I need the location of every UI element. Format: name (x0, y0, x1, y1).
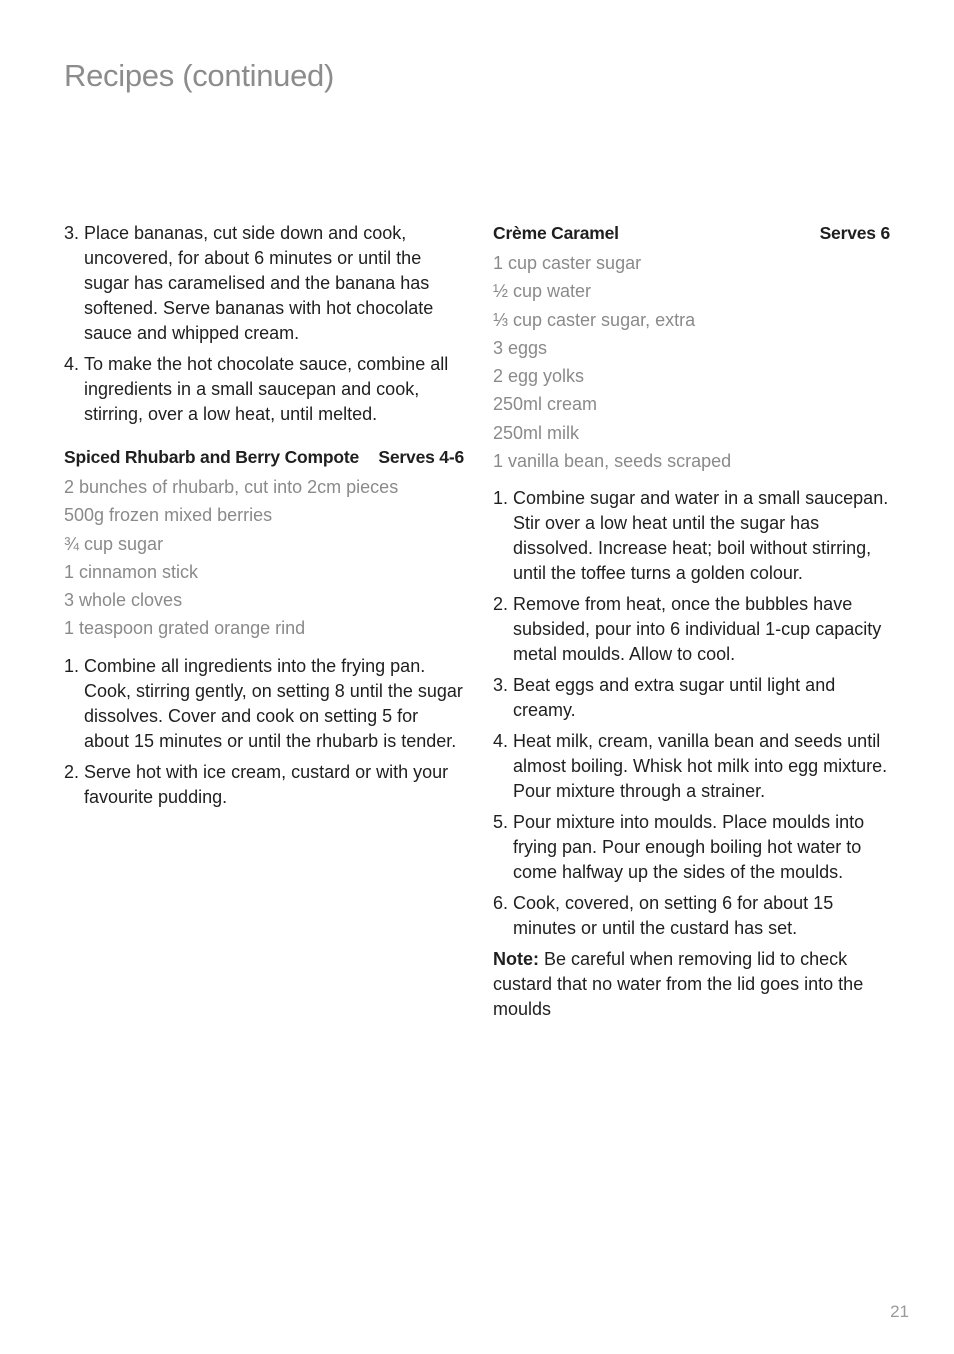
step-number: 2. (64, 761, 80, 782)
step-item (493, 810, 890, 885)
compote-heading (64, 445, 464, 470)
left-column (64, 221, 464, 816)
step-item (493, 729, 890, 804)
step-text: Pour mixture into moulds. Place moulds into frying pan. Pour enough boiling hot water to come halfway up the sides of the moulds. (513, 812, 865, 883)
creme-caramel-steps (493, 486, 890, 941)
step-number: 1. (493, 488, 509, 509)
page-title: Recipes (continued) (64, 58, 335, 93)
step-text: Serve hot with ice cream, custard or with your favourite pudding. (84, 761, 449, 807)
step-number: 4. (64, 354, 80, 374)
compote-title: Spiced Rhubarb and Berry Compote (64, 447, 360, 467)
step-number: 1. (64, 655, 80, 676)
step-text: Place bananas, cut side down and cook, uncovered, for about 6 minutes or until the sugar has caramelised and the banana has softened. Serve bananas with hot chocolate sauce and whipped cream. (84, 223, 434, 343)
step-item (64, 654, 464, 754)
ingredient-item: 250ml milk (493, 422, 580, 443)
creme-caramel-ingredients (493, 249, 890, 475)
step-item (64, 760, 464, 810)
ingredient-item: ½ cup water (493, 281, 592, 302)
step-text: Beat eggs and extra sugar until light and creamy. (513, 675, 836, 721)
page-number: 21 (890, 1302, 909, 1321)
step-text: Cook, covered, on setting 6 for about 15 minutes or until the custard has set. (513, 893, 834, 939)
note-label: Note: (493, 949, 539, 970)
ingredient-item: ¾ cup sugar (64, 533, 164, 554)
step-text: To make the hot chocolate sauce, combine all ingredients in a small saucepan and cook, stirring, over a low heat, until melted. (84, 354, 449, 424)
note (493, 947, 890, 1022)
step-number: 5. (493, 812, 509, 833)
step-item (64, 352, 464, 427)
ingredient-item: 500g frozen mixed berries (64, 505, 273, 526)
ingredient-item: ⅓ cup caster sugar, extra (493, 309, 696, 330)
creme-caramel-serves: Serves 6 (819, 223, 890, 243)
creme-caramel-title: Crème Caramel (493, 223, 619, 243)
creme-caramel-heading (493, 221, 890, 246)
step-number: 4. (493, 731, 509, 752)
step-number: 3. (64, 223, 80, 243)
step-text: Heat milk, cream, vanilla bean and seeds until almost boiling. Whisk hot milk into egg mixture. Pour mixture through a strainer. (513, 731, 888, 802)
ingredient-item: 1 teaspoon grated orange rind (64, 618, 306, 639)
compote-serves: Serves 4-6 (378, 447, 464, 467)
step-item (493, 673, 890, 723)
step-text: Combine all ingredients into the frying pan. Cook, stirring gently, on setting 8 until the sugar dissolves. Cover and cook on setting 5 for about 15 minutes or until the rhubarb is tender. (84, 655, 463, 751)
ingredient-item: 1 vanilla bean, seeds scraped (493, 451, 732, 472)
ingredient-item: 1 cup caster sugar (493, 253, 642, 273)
step-number: 6. (493, 893, 509, 914)
compote-ingredients (64, 473, 464, 643)
ingredient-item: 3 whole cloves (64, 590, 183, 611)
step-number: 2. (493, 594, 509, 615)
step-item (493, 891, 890, 941)
right-column (493, 221, 890, 1022)
ingredient-item: 250ml cream (493, 394, 598, 415)
ingredient-item: 2 bunches of rhubarb, cut into 2cm pieces (64, 477, 399, 497)
compote-steps (64, 654, 464, 810)
step-item (493, 486, 890, 586)
banana-continued-steps (64, 221, 464, 427)
step-item (64, 221, 464, 346)
note-text: Be careful when removing lid to check custard that no water from the lid goes into the moulds (493, 949, 864, 1020)
step-text: Remove from heat, once the bubbles have subsided, pour into 6 individual 1-cup capacity metal moulds. Allow to cool. (513, 594, 882, 665)
step-text: Combine sugar and water in a small saucepan. Stir over a low heat until the sugar has dissolved. Increase heat; boil without stirring, until the toffee turns a golden colour. (513, 488, 889, 584)
ingredient-item: 3 eggs (493, 337, 548, 358)
step-number: 3. (493, 675, 509, 696)
step-item (493, 592, 890, 667)
ingredient-item: 2 egg yolks (493, 366, 585, 387)
ingredient-item: 1 cinnamon stick (64, 561, 199, 582)
